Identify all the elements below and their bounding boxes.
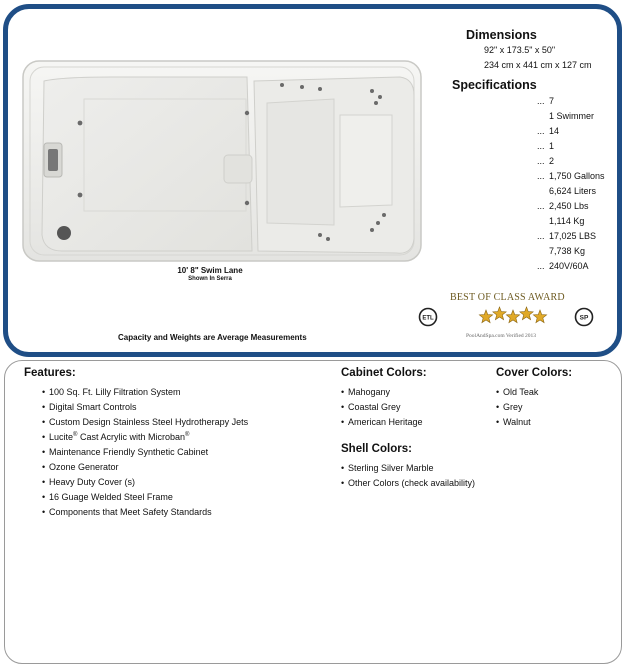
sp-mark-text: SP [579, 314, 589, 322]
spec-dots: ... [537, 141, 545, 151]
features-list [42, 385, 248, 520]
list-item: • 100 Sq. Ft. Lilly Filtration System [42, 385, 248, 400]
list-item: • Walnut [496, 415, 538, 430]
spec-value: 7 [549, 96, 555, 106]
spec-value: 1,750 Gallons [549, 171, 605, 181]
cabinet-colors-list [341, 385, 423, 430]
cover-colors-list [496, 385, 538, 430]
list-item: • Grey [496, 400, 538, 415]
dimensions-heading: Dimensions [466, 28, 537, 42]
list-item: • Old Teak [496, 385, 538, 400]
list-item: • Custom Design Stainless Steel Hydrotherapy Jets [42, 415, 248, 430]
cover-colors-heading: Cover Colors: [496, 367, 573, 379]
list-item: • Ozone Generator [42, 460, 248, 475]
spec-dots: ... [537, 126, 545, 136]
swim-spa-image [22, 55, 424, 267]
spec-value: 1 [549, 141, 555, 151]
list-item: • Other Colors (check availability) [341, 476, 475, 491]
spec-extra-dry-weight: 1,114 Kg [549, 216, 585, 226]
spec-dots: ... [537, 171, 545, 181]
list-item: • Coastal Grey [341, 400, 423, 415]
award-star [506, 310, 519, 323]
product-name: 10' 8" Swim Lane [177, 266, 243, 275]
award-title: BEST OF CLASS AWARD [450, 292, 565, 303]
spec-dots: ... [537, 231, 545, 241]
award-star [479, 310, 492, 323]
etl-certification-icon [418, 307, 438, 327]
list-item: • Lucite® Cast Acrylic with Microban® [42, 430, 248, 445]
award-verified: PoolAndSpa.com Verified 2013 [466, 333, 537, 339]
spec-extra-filled-weight: 7,738 Kg [549, 246, 586, 256]
dimensions-imperial: 92" x 173.5" x 50" [484, 45, 556, 55]
spec-value: 240V/60A [549, 261, 589, 271]
sp-certification-icon [574, 307, 594, 327]
features-heading: Features: [24, 367, 76, 379]
list-item: • American Heritage [341, 415, 423, 430]
award-star [533, 310, 546, 323]
cabinet-colors-heading: Cabinet Colors: [341, 367, 427, 379]
spec-value: 2,450 Lbs [549, 201, 589, 211]
etl-mark-text: ETL [422, 315, 434, 322]
list-item: • Mahogany [341, 385, 423, 400]
award-star [520, 307, 533, 320]
dimensions-metric: 234 cm x 441 cm x 127 cm [484, 60, 592, 70]
spec-value: 2 [549, 156, 555, 166]
specifications-heading: Specifications [452, 78, 537, 92]
product-caption [150, 266, 270, 282]
spec-dots: ... [537, 201, 545, 211]
list-item: • Sterling Silver Marble [341, 461, 475, 476]
shell-colors-heading: Shell Colors: [341, 443, 412, 455]
list-item: • Digital Smart Controls [42, 400, 248, 415]
award-star [493, 307, 506, 320]
shell-colors-list [341, 461, 475, 491]
spec-extra-water-capacity: 6,624 Liters [549, 186, 597, 196]
product-finish: Shown In Serra [188, 276, 232, 282]
spec-dots: ... [537, 96, 545, 106]
list-item: • Heavy Duty Cover (s) [42, 475, 248, 490]
list-item: • Components that Meet Safety Standards [42, 505, 248, 520]
spec-dots: ... [537, 261, 545, 271]
spec-value: 17,025 LBS [549, 231, 597, 241]
spec-extra-seating: 1 Swimmer [549, 111, 595, 121]
spec-dots: ... [537, 156, 545, 166]
list-item: • 16 Guage Welded Steel Frame [42, 490, 248, 505]
list-item: • Maintenance Friendly Synthetic Cabinet [42, 445, 248, 460]
spec-value: 14 [549, 126, 560, 136]
award-stars-icon [478, 305, 548, 327]
measurement-note: Capacity and Weights are Average Measurements [118, 333, 307, 342]
